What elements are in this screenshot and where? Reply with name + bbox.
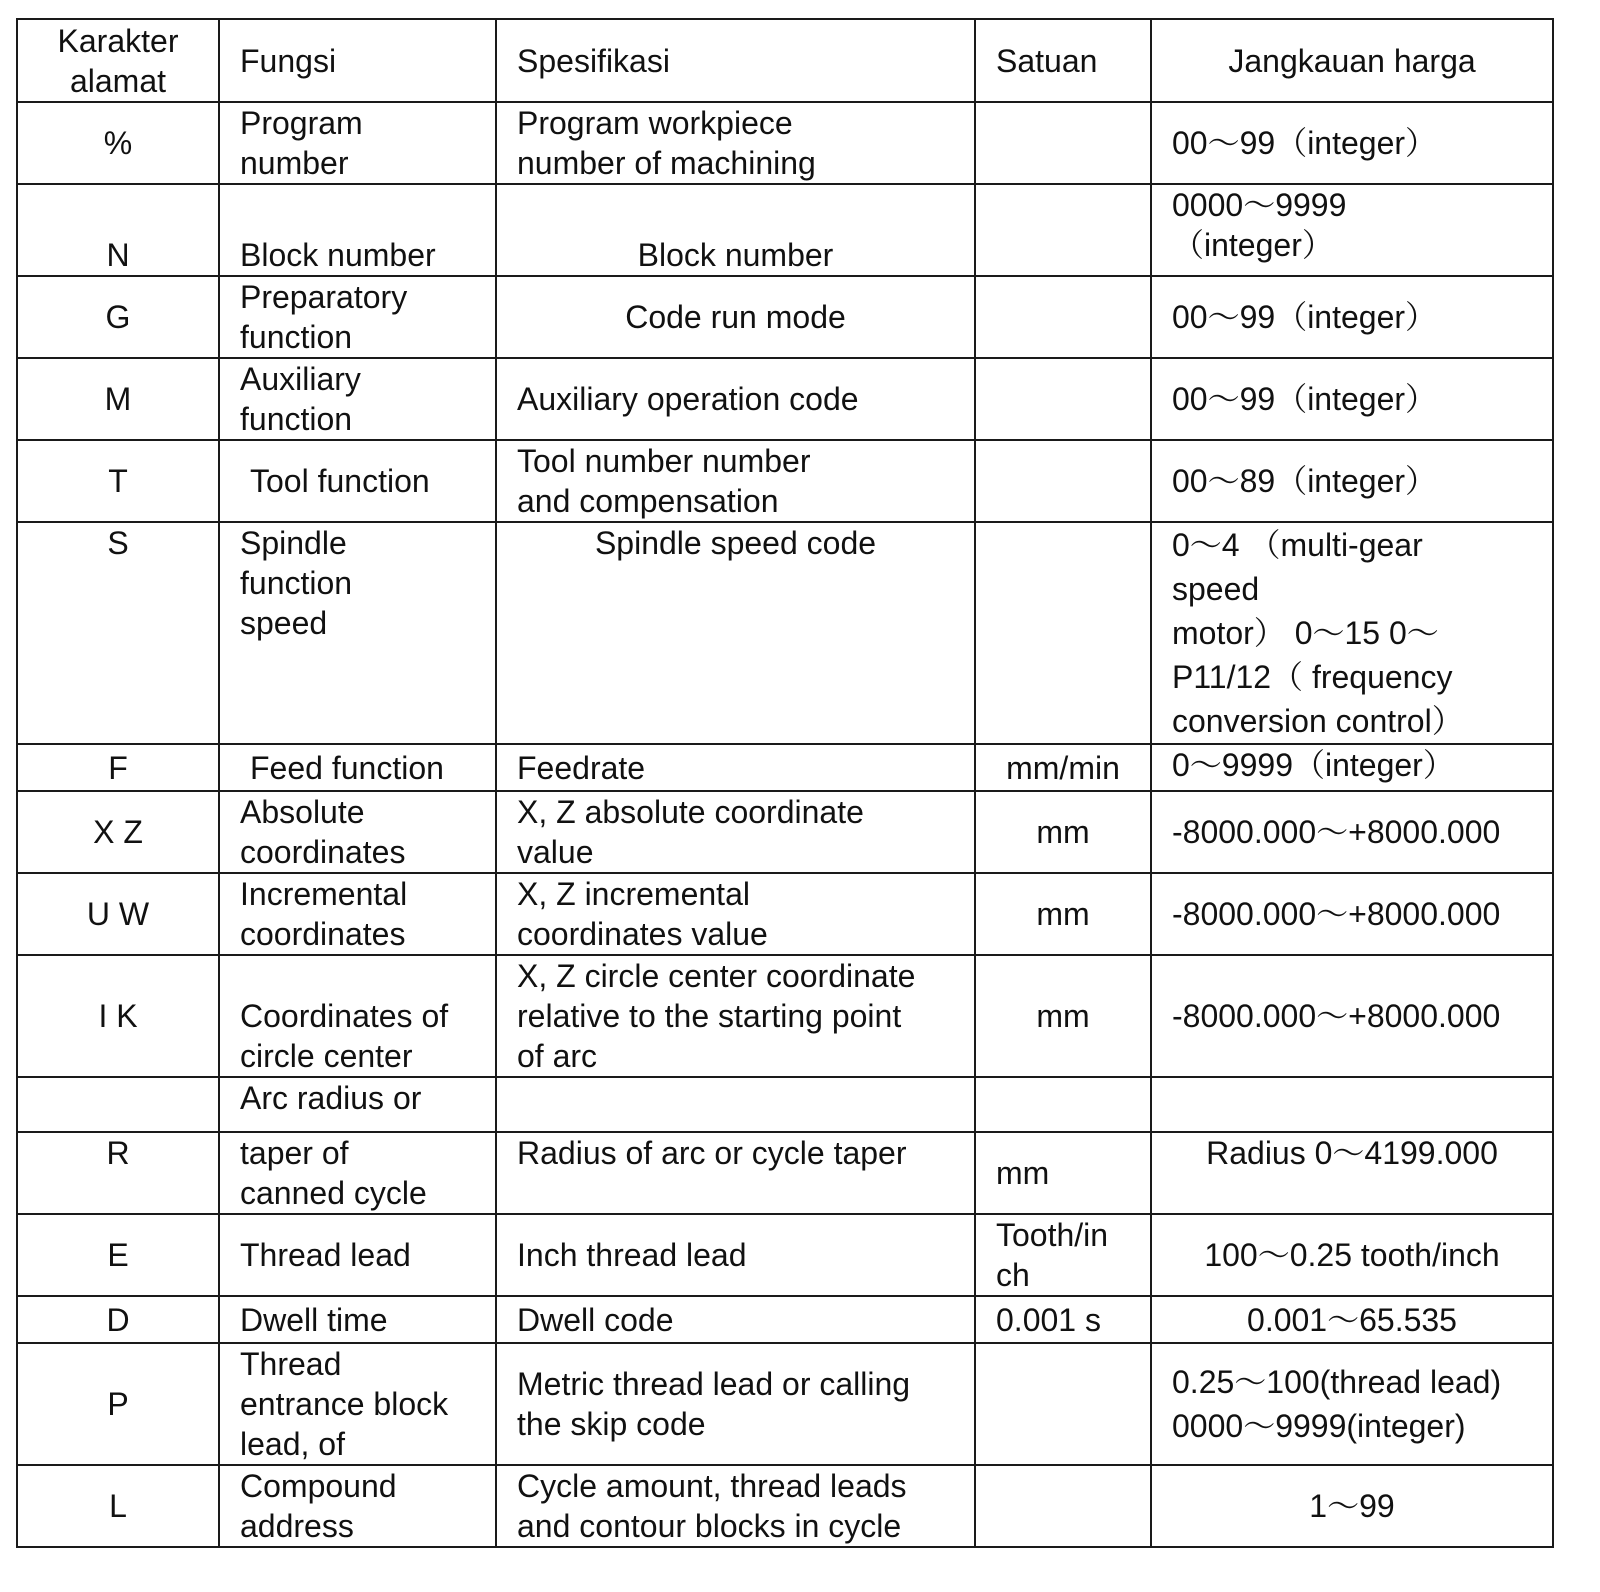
cell-unit: 0.001 s xyxy=(975,1296,1151,1343)
cell-function: Block number xyxy=(219,184,496,276)
cell-function: Incremental coordinates xyxy=(219,873,496,955)
table-row xyxy=(17,744,1553,791)
cell-address: S xyxy=(17,522,219,744)
cell-range: 00～99（integer） xyxy=(1151,358,1553,440)
cell-range: Radius 0～4199.000 xyxy=(1151,1132,1553,1214)
cell-range: 00～99（integer） xyxy=(1151,276,1553,358)
cell-address: F xyxy=(17,744,219,791)
cell-function: Absolute coordinates xyxy=(219,791,496,873)
cell-function: Auxiliary function xyxy=(219,358,496,440)
cell-specification: X, Z absolute coordinate value xyxy=(496,791,975,873)
cell-function: Preparatory function xyxy=(219,276,496,358)
address-table xyxy=(16,18,1554,1548)
cell-unit xyxy=(975,440,1151,522)
cell-specification: Inch thread lead xyxy=(496,1214,975,1296)
cell-range: 0000～9999 （integer） xyxy=(1151,184,1553,276)
cell-function: Coordinates of circle center xyxy=(219,955,496,1077)
cell-unit xyxy=(975,358,1151,440)
cell-range: 00～99（integer） xyxy=(1151,102,1553,184)
table-row xyxy=(17,1465,1553,1547)
cell-function: Dwell time xyxy=(219,1296,496,1343)
cell-address: E xyxy=(17,1214,219,1296)
cell-function: Compound address xyxy=(219,1465,496,1547)
header-range: Jangkauan harga xyxy=(1151,19,1553,102)
table-row xyxy=(17,1296,1553,1343)
cell-specification: Dwell code xyxy=(496,1296,975,1343)
cell-specification: Radius of arc or cycle taper xyxy=(496,1132,975,1214)
cell-specification: Auxiliary operation code xyxy=(496,358,975,440)
cell-range: 0.001～65.535 xyxy=(1151,1296,1553,1343)
cell-function: Arc radius or xyxy=(219,1077,496,1132)
cell-range: -8000.000～+8000.000 xyxy=(1151,791,1553,873)
cell-unit: mm xyxy=(975,955,1151,1077)
table-row xyxy=(17,1343,1553,1465)
cell-specification xyxy=(496,1077,975,1132)
header-address: Karakter alamat xyxy=(17,19,219,102)
cell-function: taper of canned cycle xyxy=(219,1132,496,1214)
cell-address: G xyxy=(17,276,219,358)
table-row xyxy=(17,791,1553,873)
cell-specification: Block number xyxy=(496,184,975,276)
cell-range: 00～89（integer） xyxy=(1151,440,1553,522)
cell-address xyxy=(17,1077,219,1132)
table-row xyxy=(17,873,1553,955)
cell-specification: Code run mode xyxy=(496,276,975,358)
cell-address: T xyxy=(17,440,219,522)
cell-function: Program number xyxy=(219,102,496,184)
cell-specification: Program workpiece number of machining xyxy=(496,102,975,184)
header-unit: Satuan xyxy=(975,19,1151,102)
table-row xyxy=(17,955,1553,1077)
cell-specification: Tool number number and compensation xyxy=(496,440,975,522)
cell-unit xyxy=(975,1343,1151,1465)
cell-function: Feed function xyxy=(219,744,496,791)
cell-unit xyxy=(975,1465,1151,1547)
cell-address: X Z xyxy=(17,791,219,873)
cell-range: 1～99 xyxy=(1151,1465,1553,1547)
cell-address: L xyxy=(17,1465,219,1547)
table-row xyxy=(17,276,1553,358)
header-function: Fungsi xyxy=(219,19,496,102)
cell-address: R xyxy=(17,1132,219,1214)
table-row xyxy=(17,1077,1553,1132)
cell-unit: Tooth/in ch xyxy=(975,1214,1151,1296)
cell-specification: Metric thread lead or calling the skip code xyxy=(496,1343,975,1465)
cell-unit xyxy=(975,184,1151,276)
cell-range xyxy=(1151,1077,1553,1132)
cell-unit xyxy=(975,1077,1151,1132)
cell-function: Thread entrance block lead, of xyxy=(219,1343,496,1465)
cell-range: -8000.000～+8000.000 xyxy=(1151,955,1553,1077)
table-row xyxy=(17,1132,1553,1214)
header-specification: Spesifikasi xyxy=(496,19,975,102)
cell-specification: X, Z incremental coordinates value xyxy=(496,873,975,955)
cell-function: Thread lead xyxy=(219,1214,496,1296)
table-row xyxy=(17,102,1553,184)
cell-address: I K xyxy=(17,955,219,1077)
cell-unit: mm xyxy=(975,1132,1151,1214)
cell-address: N xyxy=(17,184,219,276)
cell-function: Tool function xyxy=(219,440,496,522)
cell-address: % xyxy=(17,102,219,184)
cell-function: Spindle function speed xyxy=(219,522,496,744)
cell-range: -8000.000～+8000.000 xyxy=(1151,873,1553,955)
table-row xyxy=(17,440,1553,522)
cell-specification: Cycle amount, thread leads and contour blocks in cycle xyxy=(496,1465,975,1547)
cell-range: 100～0.25 tooth/inch xyxy=(1151,1214,1553,1296)
cell-unit xyxy=(975,522,1151,744)
cell-address: M xyxy=(17,358,219,440)
cell-specification: Spindle speed code xyxy=(496,522,975,744)
cell-address: P xyxy=(17,1343,219,1465)
cell-range: 0～4 （multi-gear speed motor） 0～15 0～ P11/12（ frequency conversion control） xyxy=(1151,522,1553,744)
table-row xyxy=(17,1214,1553,1296)
cell-specification: Feedrate xyxy=(496,744,975,791)
cell-unit: mm/min xyxy=(975,744,1151,791)
cell-unit: mm xyxy=(975,873,1151,955)
header-row xyxy=(17,19,1553,102)
cell-unit: mm xyxy=(975,791,1151,873)
cell-unit xyxy=(975,276,1151,358)
cell-address: D xyxy=(17,1296,219,1343)
table-row xyxy=(17,522,1553,744)
cell-address: U W xyxy=(17,873,219,955)
cell-specification: X, Z circle center coordinate relative to the starting point of arc xyxy=(496,955,975,1077)
cell-range: 0.25～100(thread lead) 0000～9999(integer) xyxy=(1151,1343,1553,1465)
table-row xyxy=(17,358,1553,440)
cell-unit xyxy=(975,102,1151,184)
cell-range: 0～9999（integer） xyxy=(1151,744,1553,791)
table-row xyxy=(17,184,1553,276)
